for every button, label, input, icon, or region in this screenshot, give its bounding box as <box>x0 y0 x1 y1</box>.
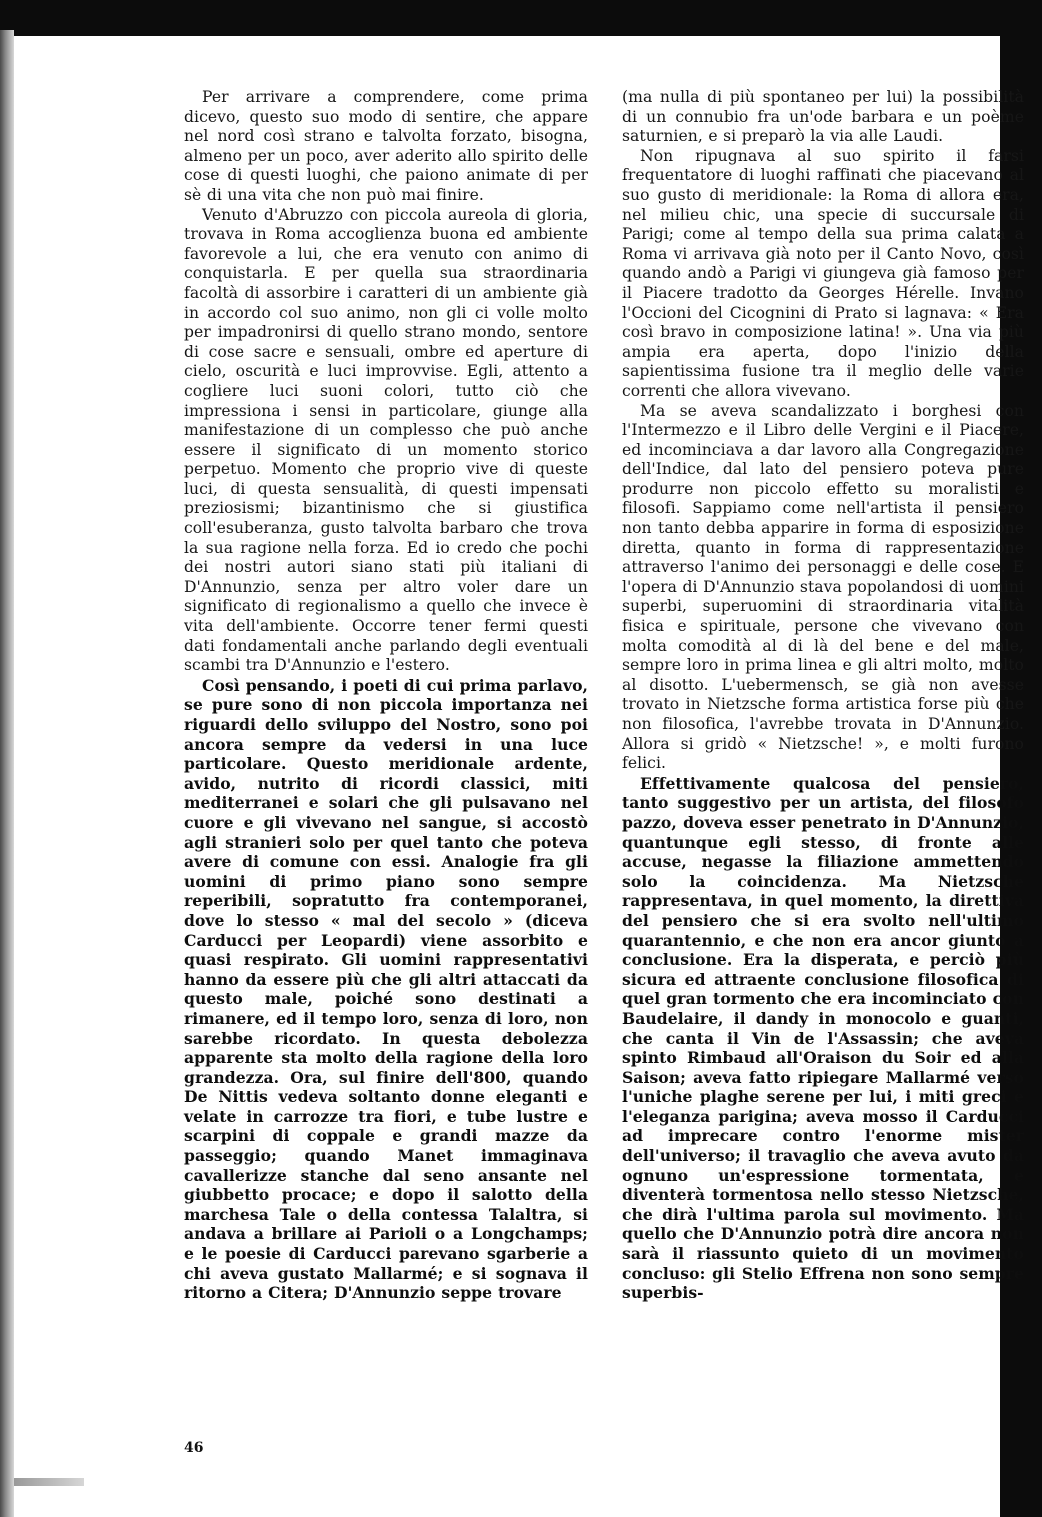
scan-left-edge <box>0 30 14 1517</box>
page-number: 46 <box>184 1440 204 1456</box>
paragraph: Ma se aveva scandalizzato i borghesi con l'Intermezzo e il Libro delle Vergini e il Piacere, ed incominciava a dar lavoro alla Congregazione dell'Indice, dal lato del pensiero poteva pure produrre non piccolo effetto su moralisti e filosofi. Sappiamo come nell'artista il pensiero non tanto debba apparire in forma di esposizione diretta, quanto in forma di rappresentazione attraverso l'animo dei personaggi e delle cose. E l'opera di D'Annunzio stava popolandosi di uomini superbi, superuomini di straordinaria vitalità fisica e spirituale, persone che vivevano con molta comodità al di là del bene e del male, sempre loro in prima linea e gli altri molto, molto al disotto. L'uebermensch, se già non avesse trovato in Nietzsche forma artistica forse più che non filosofica, l'avrebbe trovata in D'Annunzio. Allora si gridò « Nietzsche! », e molti furono felici. <box>622 401 1024 773</box>
right-text-column <box>622 88 1024 1303</box>
paragraph: Effettivamente qualcosa del pensiero, tanto suggestivo per un artista, del filosofo pazzo, doveva esser penetrato in D'Annunzio, quantunque egli stesso, di fronte alle accuse, negasse la filiazione ammettendo solo la coincidenza. Ma Nietzsche rappresentava, in quel momento, la direttiva del pensiero che si era svolto nell'ultimo quarantennio, e che non era ancor giunto a conclusione. Era la disperata, e perciò più sicura ed attraente conclusione filosofica di quel gran tormento che era incominciato con Baudelaire, il dandy in monocolo e guanti, che canta il Vin de l'Assassin; che aveva spinto Rimbaud all'Oraison du Soir ed alla Saison; aveva fatto ripiegare Mallarmé verso l'uniche plaghe serene per lui, i miti greci e l'eleganza parigina; aveva mosso il Carducci ad imprecare contro l'enorme mister dell'universo; il travaglio che aveva avuto da ognuno un'espressione tormentata, e diventerà tormentosa nello stesso Nietzsche, che dirà l'ultima parola sul movimento. Ma quello che D'Annunzio potrà dire ancora non sarà il riassunto quieto di un movimento concluso: gli Stelio Effrena non sono sempre superbis- <box>622 773 1024 1303</box>
paragraph: Per arrivare a comprendere, come prima dicevo, questo suo modo di sentire, che appare nel nord così strano e talvolta forzato, bisogna, almeno per un poco, aver aderito allo spirito delle cose di questi luoghi, che paiono animate di per sè di una vita che non può mai finire. <box>184 88 588 204</box>
scan-top-border <box>0 0 1000 36</box>
scan-bottom-smudge <box>14 1478 84 1486</box>
paragraph: Così pensando, i poeti di cui prima parlavo, se pure sono di non piccola importanza nei riguardi dello sviluppo del Nostro, sono poi ancora sempre da vedersi in una luce particolare. Questo meridionale ardente, avido, nutrito di ricordi classici, miti mediterranei e solari che gli pulsavano nel cuore e gli vivevano nel sangue, si accostò agli stranieri solo per quel tanto che poteva avere di comune con essi. Analogie fra gli uomini di primo piano sono sempre reperibili, sopratutto fra contemporanei, dove lo stesso « mal del secolo » (diceva Carducci per Leopardi) viene assorbito e quasi respirato. Gli uomini rappresentativi hanno da essere più che gli altri attaccati da questo male, poiché sono destinati a rimanere, ed il tempo loro, senza di loro, non sarebbe ricordato. In questa debolezza apparente sta molto della ragione della loro grandezza. Ora, sul finire dell'800, quando De Nittis vedeva soltanto donne eleganti e velate in carrozze tra fiori, e tube lustre e scarpini di coppale e grandi mazze da passeggio; quando Manet immaginava cavallerizze stanche dal seno ansante nel giubbetto procace; e dopo il salotto della marchesa Tale o della contessa Talaltra, si andava a brillare ai Parioli o a Longchamps; e le poesie di Carducci parevano sgarberie a chi aveva gustato Mallarmé; e si sognava il ritorno a Citera; D'Annunzio seppe trovare <box>184 675 588 1303</box>
left-text-column <box>184 88 588 1303</box>
paragraph: Non ripugnava al suo spirito il farsi frequentatore di luoghi raffinati che piacevano al suo gusto di meridionale: la Roma di allora era, nel milieu chic, una specie di succursale di Parigi; come al tempo della sua prima calata a Roma vi arrivava già noto per il Canto Novo, così quando andò a Parigi vi giungeva già famoso per il Piacere tradotto da Georges Hérelle. Invano l'Occioni del Cicognini di Prato si lagnava: « Era così bravo in composizione latina! ». Una via più ampia era aperta, dopo l'inizio della sapientissima fusione tra il meglio delle varie correnti che allora vivevano. <box>622 146 1024 400</box>
paragraph-continued: (ma nulla di più spontaneo per lui) la possibilità di un connubio fra un'ode barbara e un poème saturnien, e si preparò la via alle Laudi. <box>622 88 1024 146</box>
paragraph: Venuto d'Abruzzo con piccola aureola di gloria, trovava in Roma accoglienza buona ed ambiente favorevole a lui, che era venuto con animo di conquistarla. E per quella sua straordinaria facoltà di assorbire i caratteri di un ambiente già in accordo col suo animo, non gli ci volle molto per impadronirsi di quello strano mondo, sentore di cose sacre e sensuali, ombre ed aperture di cielo, oscurità e luci improvvise. Egli, attento a cogliere luci suoni colori, tutto ciò che impressiona i sensi in particolare, giunge alla manifestazione di un complesso che può anche essere il significato di un momento storico perpetuo. Momento che proprio vive di queste luci, di questa sensualità, di questi impensati preziosismi; bizantinismo che si giustifica coll'esuberanza, gusto talvolta barbaro che trova la sua ragione nella forza. Ed io credo che pochi dei nostri autori siano stati più italiani di D'Annunzio, senza per altro voler dare un significato di regionalismo a quello che invece è vita dell'ambiente. Occorre tener fermi questi dati fondamentali anche parlando degli eventuali scambi tra D'Annunzio e l'estero. <box>184 205 588 675</box>
